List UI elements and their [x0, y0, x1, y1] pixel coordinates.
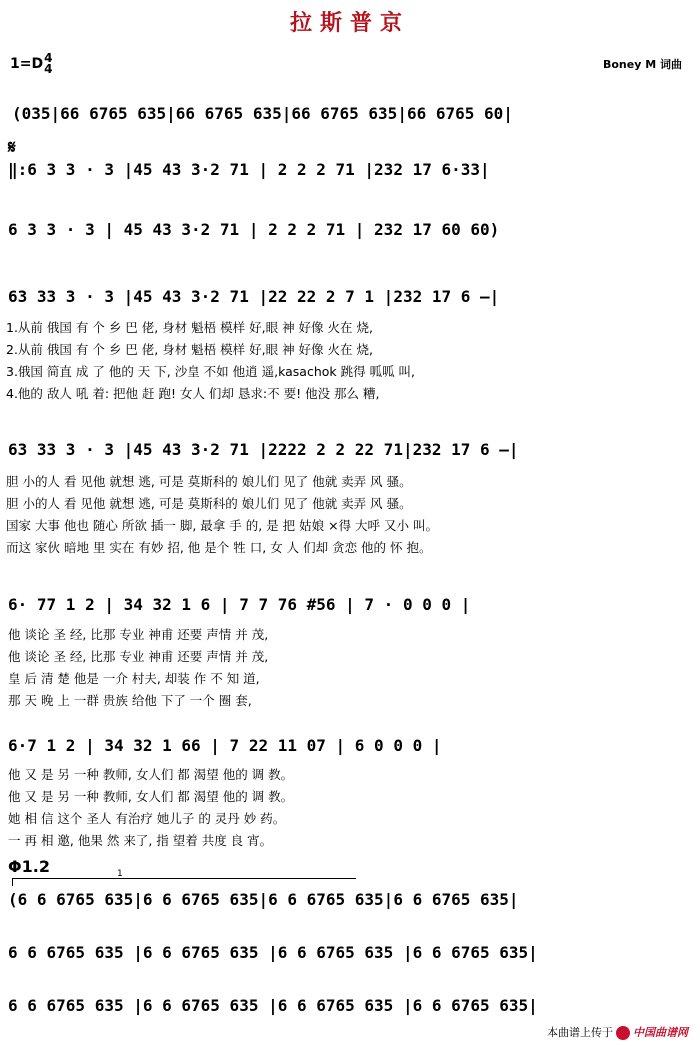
page-title: 拉斯普京: [289, 10, 410, 36]
coda-icon: Φ1.2: [8, 857, 50, 876]
lyric-line: 国家 大事 他也 随心 所欲 插一 脚, 最拿 手 的, 是 把 姑娘 ×得 大呼 又小 叫。: [6, 518, 438, 533]
staff-line-4: 63 33 3 · 3 |45 43 3·2 71 |22 22 2 7 1 |232 17 6 –|: [8, 287, 500, 306]
key-prefix: 1=D: [10, 56, 44, 72]
composer-credit: Boney M 词曲: [602, 58, 682, 71]
footer-brand[interactable]: 中国曲谱网: [633, 1026, 688, 1039]
lyric-line: 而这 家伙 暗地 里 实在 有妙 招, 他 是个 牲 口, 女 人 们却 贪恋 他的 怀 抱。: [6, 540, 432, 555]
segno-icon: 𝄋: [8, 137, 16, 158]
lyric-line: 4.他的 敌人 吼 着: 把他 赶 跑! 女人 们却 恳求:不 要! 他没 那么 糟,: [6, 386, 380, 401]
lyric-line: 2.从前 俄国 有 个 乡 巴 佬, 身材 魁梧 模样 好,眼 神 好像 火在 烧,: [6, 342, 373, 357]
volta-bracket: [12, 878, 356, 879]
staff-line-5: 63 33 3 · 3 |45 43 3·2 71 |2222 2 2 22 71|232 17 6 –|: [8, 440, 519, 459]
staff-line-2: ‖:6 3 3 · 3 |45 43 3·2 71 | 2 2 2 71 |232 17 6·33|: [8, 160, 490, 179]
lyric-line: 他 又 是 另 一种 教师, 女人们 都 渴望 他的 调 教。: [8, 789, 294, 804]
lyric-line: 一 再 相 邀, 他果 然 来了, 指 望着 共度 良 宵。: [8, 833, 273, 848]
staff-line-1: (035|66 6765 635|66 6765 635|66 6765 635|66 6765 60|: [12, 104, 513, 123]
lyric-line: 胆 小的人 看 见他 就想 逃, 可是 莫斯科的 娘儿们 见了 他就 卖弄 风 骚。: [6, 496, 412, 511]
time-bottom: 4: [44, 62, 53, 76]
lyric-line: 他 又 是 另 一种 教师, 女人们 都 渴望 他的 调 教。: [8, 767, 294, 782]
staff-line-3: 6 3 3 · 3 | 45 43 3·2 71 | 2 2 2 71 | 232 17 60 60): [8, 220, 500, 239]
site-logo-icon: [616, 1026, 630, 1040]
staff-line-9: 6 6 6765 635 |6 6 6765 635 |6 6 6765 635 |6 6 6765 635|: [8, 943, 538, 962]
time-signature: [44, 53, 52, 75]
staff-line-7: 6·7 1 2 | 34 32 1 66 | 7 22 11 07 | 6 0 0 0 |: [8, 736, 442, 755]
lyric-line: 那 天 晚 上 一群 贵族 给他 下了 一个 圈 套,: [8, 693, 252, 708]
lyric-line: 胆 小的人 看 见他 就想 逃, 可是 莫斯科的 娘儿们 见了 他就 卖弄 风 骚。: [6, 474, 412, 489]
lyric-line: 1.从前 俄国 有 个 乡 巴 佬, 身材 魁梧 模样 好,眼 神 好像 火在 烧,: [6, 320, 373, 335]
key-signature: [10, 53, 52, 75]
lyric-line: 皇 后 清 楚 他是 一介 村夫, 却装 作 不 知 道,: [8, 671, 260, 686]
staff-line-10: 6 6 6765 635 |6 6 6765 635 |6 6 6765 635 |6 6 6765 635|: [8, 996, 538, 1015]
volta-tick: [12, 878, 13, 886]
lyric-line: 她 相 信 这个 圣人 有治疗 她儿子 的 灵丹 妙 药。: [8, 811, 286, 826]
staff-line-6: 6· 77 1 2 | 34 32 1 6 | 7 7 76 #56 | 7 · 0 0 0 |: [8, 595, 471, 614]
staff-line-8: (6 6 6765 635|6 6 6765 635|6 6 6765 635|6 6 6765 635|: [8, 890, 519, 909]
upload-footer: [547, 1024, 688, 1040]
footer-text: 本曲谱上传于: [547, 1026, 613, 1039]
volta-number: 1: [117, 869, 123, 879]
time-top: 4: [44, 51, 53, 65]
lyric-line: 他 谈论 圣 经, 比那 专业 神甫 还要 声情 并 茂,: [8, 649, 269, 664]
lyric-line: 3.俄国 简直 成 了 他的 天 下, 沙皇 不如 他逍 遥,kasachok 跳得 呱呱 叫,: [6, 364, 416, 379]
lyric-line: 他 谈论 圣 经, 比那 专业 神甫 还要 声情 并 茂,: [8, 627, 269, 642]
